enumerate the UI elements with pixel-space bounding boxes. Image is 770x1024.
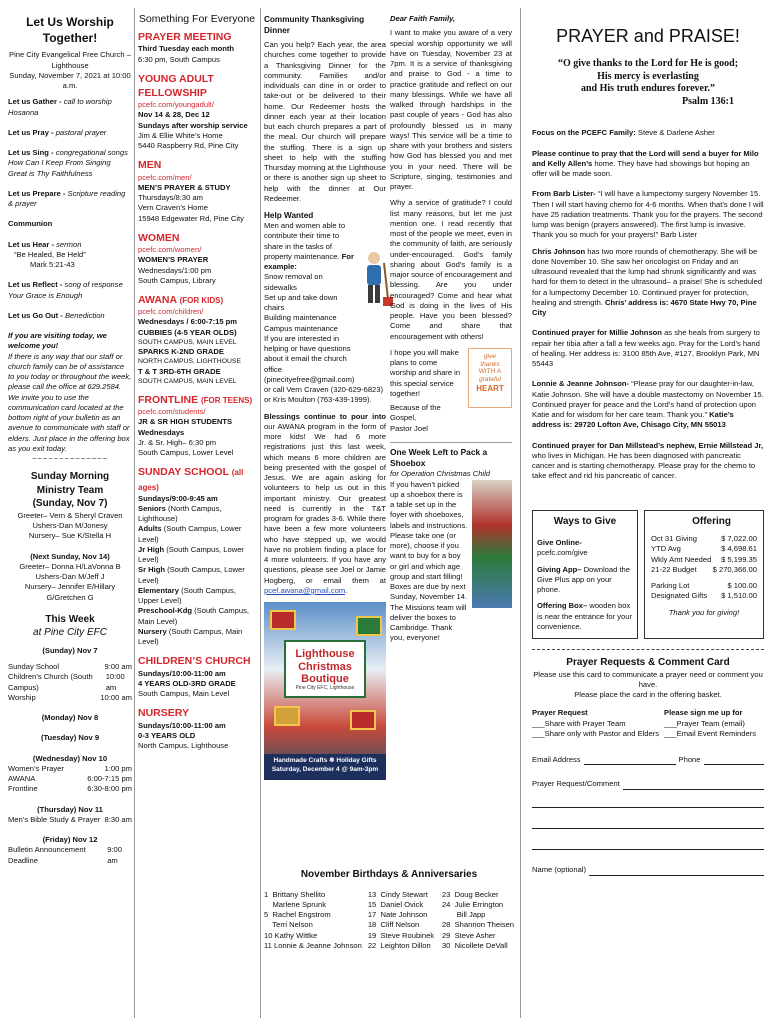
day-sunday: (Sunday) Nov 7	[42, 645, 98, 655]
sunday-school-class: Jr High (South Campus, Lower Level)	[138, 544, 244, 565]
men-heading: MEN	[138, 159, 162, 172]
birthday-entry: 11 Lonnie & Jeanne Johnson	[264, 940, 362, 950]
help-wanted-phone-kris: or Kris Moulton (763-439-1999).	[264, 395, 372, 405]
women-link[interactable]: pcefc.com/women/	[138, 245, 202, 255]
nursery-ages: 0-3 YEARS OLD	[138, 730, 196, 740]
signup-options: Please sign me up for ___Prayer Team (email) ___Email Event Reminders	[664, 708, 764, 739]
birthdays-col-2	[368, 890, 436, 952]
comment-card-instructions-1: Please use this card to communicate a prayer need or comment you have.	[533, 669, 763, 689]
ways-to-give-box	[532, 510, 638, 640]
birthday-entry: 5 Rachel Engstrom	[264, 910, 331, 919]
prayer-lister: From Barb Lister- “I will have a lumpectomy surgery November 15. Then I will start having chemo for 4-6 months. When that’s done I will have 25 radiation treatments. Thank you for the prayers. The second lump was benign (prayers answered). The first lump is invasive. Thank you so much for your prayers!” Barb Lister	[532, 189, 764, 240]
frontline-link[interactable]: pcefc.com/students/	[138, 407, 206, 417]
awana-sparks: SPARKS K-2ND GRADE	[138, 347, 224, 357]
women-group: WOMEN’S PRAYER	[138, 255, 209, 265]
divider: ~~~~~~~~~~~~~~	[31, 454, 109, 464]
schedule-row	[8, 672, 132, 693]
women-heading: WOMEN	[138, 231, 180, 244]
grateful-heart-graphic: give thanks WITH A grateful HEART	[468, 348, 512, 408]
go-out-item: Let us Go Out - Benediction	[8, 310, 105, 320]
ministry-team-title-2: Ministry Team	[36, 484, 104, 496]
checkbox-share-pastor-elders[interactable]: ___Share only with Pastor and Elders	[532, 728, 660, 738]
birthday-entry: Marlene Sprunk	[264, 899, 327, 909]
comment-card-instructions-2: Please place the card in the offering basket.	[574, 690, 722, 700]
schedule-row	[8, 774, 132, 784]
offering-thanks: Thank you for giving!	[668, 607, 740, 617]
thanksgiving-dinner-text: Can you help? Each year, the area churches come together to provide a Thanksgiving Dinner for the community. Families and/or individuals can dine in or order to take-out or be delivered to their home. Our Redeemer hosts the dinner each year at their location but each church prepares a part of the meal. Our church will prepare the stuffing. There is a sign up sheet to help with the stuffing Thursday morning at the Lighthouse or there is another sign up sheet to help with the dinner at Our Redeemer.	[264, 40, 386, 203]
prayer-column	[532, 14, 764, 876]
next-sunday-date: (Next Sunday, Nov 14)	[30, 551, 110, 561]
give-online: Give Online- pcefc.com/give	[537, 538, 588, 558]
awana-heading: AWANA (FOR KIDS)	[138, 294, 224, 307]
help-wanted-body: Men and women able to contribute their time to share in the tasks of property maintenance. For example: Snow removal on sidewalks Set up and take down chairs Building maintenance Campus maintenance If you are interested in helping or have questions about it email the church office (pinecityefree@gmail.com)	[264, 221, 355, 384]
day-tuesday: (Tuesday) Nov 9	[40, 733, 100, 743]
giving-app: Giving App– Download the Give Plus app on your phone.	[537, 564, 631, 595]
awana-link[interactable]: pcefc.com/children/	[138, 307, 204, 317]
nursery-when: Sundays/10:00-11:00 am	[138, 720, 226, 730]
men-when: Thursdays/8:30 am	[138, 193, 203, 203]
birthday-entry: 15 Daniel Ovick	[367, 899, 424, 909]
next-nursery: Nursery– Jennifer E/Hillary G/Gretchen G	[24, 582, 116, 602]
schedule-row-label: Worship	[8, 692, 36, 702]
women-where: South Campus, Library	[138, 275, 216, 285]
prayer-meeting-heading: PRAYER MEETING	[138, 31, 232, 44]
men-group: MEN’S PRAYER & STUDY	[138, 182, 231, 192]
shoebox-photo	[472, 480, 512, 608]
column-divider	[134, 8, 135, 1018]
friday-schedule	[8, 845, 132, 866]
offering-rows-designated	[651, 581, 757, 602]
checkbox-event-reminders[interactable]: ___Email Event Reminders	[664, 728, 757, 738]
birthdays-heading: November Birthdays & Anniversaries	[300, 869, 478, 880]
schedule-row-value: 6:00-7:15 pm	[87, 774, 132, 784]
awana-cubbies: CUBBIES (4-5 YEAR OLDS)	[138, 327, 237, 337]
service-date: Sunday, November 7, 2021 at 10:00 a.m.	[9, 70, 131, 91]
ministry-ushers: Ushers-Dan M/Jonesy	[32, 521, 108, 531]
frontline-time: Jr. & Sr. High– 6:30 pm	[138, 437, 217, 447]
offering-row	[651, 581, 757, 591]
christmas-boutique-poster	[264, 602, 386, 780]
comment-field-line-4[interactable]	[532, 832, 764, 850]
prayer-millie-johnson: Continued prayer for Millie Johnson as she heals from surgery to repair her tibia after a fall a few weeks ago. Pray for the Lord’s hand of healing. Her address is: 3100 85th Ave, #127, Brooklyn Park, MN 55443	[532, 328, 760, 369]
birthday-entry: 10 Kathy Wittke	[264, 930, 318, 940]
awana-when: Wednesdays / 6:00-7:15 pm	[138, 317, 238, 327]
song-1: How Can I Keep From Singing	[8, 158, 111, 168]
ministry-greeter: Greeter– Vern & Sheryl Craven	[17, 510, 123, 520]
schedule-row-value: 10:00 am	[105, 672, 125, 692]
communion-item: Communion	[8, 219, 53, 229]
shoebox-section	[390, 442, 512, 644]
men-host: Vern Craven’s Home	[138, 203, 208, 213]
schedule-row-label: Bulletin Announcement Deadline	[8, 845, 86, 865]
ways-to-give-heading: Ways to Give	[553, 515, 617, 527]
childrens-church-where: South Campus, Main Level	[138, 689, 230, 699]
birthday-entry: 30 Nicollete DeVall	[441, 940, 508, 950]
awana-tt-where: SOUTH CAMPUS, MAIN LEVEL	[138, 377, 237, 385]
birthday-entry: 24 Julie Errington	[441, 899, 504, 909]
offering-row-label: Oct 31 Giving	[651, 534, 698, 544]
schedule-row-label: AWANA	[8, 774, 36, 784]
offering-row-label: Designated Gifts	[651, 591, 708, 601]
prepare-item: Let us Prepare - Scripture reading & prayer	[8, 188, 126, 209]
prayer-chris-johnson: Chris Johnson has two more rounds of chemotherapy. She will be done November 10. She saw her oncologist on Friday and an ultrasound revealed that the lump had shrunk significantly and was hard for them to detect in the ultrasound– a praise! She is scheduled for a lumpectomy December 10. Continued prayer for protection, healing and strength. Chris’ address is: 4670 State Hwy 70, Pine City	[532, 246, 763, 318]
awana-tt: T & T 3RD-6TH GRADE	[138, 366, 221, 376]
childrens-church-when: Sundays/10:00-11:00 am	[138, 668, 226, 678]
song-2: Great is Thy Faithfulness	[8, 168, 93, 178]
offering-row	[651, 534, 757, 544]
email-field[interactable]	[584, 755, 676, 765]
wednesday-schedule	[8, 764, 132, 795]
ministry-team-title: Sunday Morning	[30, 471, 110, 483]
offering-row-value: $ 4,698.61	[721, 544, 757, 554]
birthday-entry: Bill Japp	[441, 910, 486, 919]
birthday-entry: 18 Cliff Nelson	[367, 920, 420, 930]
offering-row-value: $ 5,199.35	[721, 554, 757, 564]
frontline-where: South Campus, Lower Level	[138, 448, 234, 458]
shoebox-heading: One Week Left to Pack a Shoebox	[390, 446, 488, 469]
ministry-nursery: Nursery– Sue K/Stella H	[28, 531, 112, 541]
this-week-title: This Week	[45, 613, 95, 625]
present-icon	[350, 710, 376, 730]
offering-box: Offering Box– wooden box is near the entrance for your convenience.	[537, 601, 632, 631]
schedule-row-value: 9:00 am	[107, 845, 122, 865]
visitor-welcome: If you are visiting today, we welcome you!	[8, 331, 107, 351]
birthday-entry: 19 Steve Roubinek	[367, 930, 435, 940]
sunday-school-class: Seniors (North Campus, Lighthouse)	[138, 503, 222, 524]
present-icon	[274, 706, 300, 726]
ministry-team-date: (Sunday, Nov 7)	[32, 498, 108, 510]
comment-field-line-2[interactable]	[532, 790, 764, 808]
column-divider	[260, 8, 261, 1018]
awana-sparks-where: NORTH CAMPUS, LIGHTHOUSE	[138, 358, 241, 366]
young-adult-dates: Nov 14 & 28, Dec 12	[138, 110, 210, 120]
offering-row-label: Wkly Amt Needed	[651, 554, 712, 564]
checkbox-prayer-team-email[interactable]: ___Prayer Team (email)	[664, 718, 745, 728]
ministries-column	[138, 14, 256, 751]
gather-item: Let us Gather - call to worship	[8, 97, 112, 107]
day-thursday: (Thursday) Nov 11	[37, 804, 103, 814]
sunday-school-class: Preschool-Kdg (South Campus, Main Level)	[138, 606, 249, 626]
phone-field[interactable]	[704, 755, 764, 765]
offering-row	[651, 544, 757, 554]
present-icon	[356, 616, 382, 636]
schedule-row-value: 1:00 pm	[104, 763, 132, 773]
schedule-row	[8, 845, 132, 866]
schedule-row-value: 10:00 am	[100, 692, 132, 702]
letter-paragraph-1: I want to make you aware of a very special worship opportunity we will have on Tuesday, November 23 at 7pm. It is a service of thanksgiving and praise to God - a time to practice gratitude and reflect on our many blessings. While we have all walked through hardships in the past couple of years - God has also profoundly blessed us in many ways! This service will be a time to share with your brothers and sisters how God has blessed you and met you in your need. There will be Scripture, singing, testimonies and prayer.	[390, 28, 512, 191]
sunday-school-class: Nursery (South Campus, Main Level)	[138, 626, 243, 647]
sermon-ref: Mark 5:21-43	[30, 260, 75, 270]
birthday-entry: 28 Shannon Theisen	[441, 920, 514, 930]
men-address: 15948 Edgewater Rd, Pine City	[138, 213, 244, 223]
offering-rows	[651, 534, 757, 575]
men-link[interactable]: pcefc.com/men/	[138, 172, 192, 182]
prayer-request-options: Prayer Request ___Share with Prayer Team ___Share only with Pastor and Elders	[532, 708, 660, 738]
present-icon	[270, 610, 296, 630]
sermon-title: “Be Healed, Be Held”	[14, 249, 86, 259]
shoebox-text: If you haven’t picked up a shoebox there is a table set up in the foyer with shoeboxes, labels and instructions. Please take one (or more), choose if you want to buy for a boy or girl and which age group and start filling! Boxes are due by next Sunday, November 14. The Missions team will deliver the boxes to Cambridge. Thank you, everyone!	[390, 479, 468, 643]
verse-line-3: and His truth endures forever.”	[581, 83, 715, 95]
hear-item: Let us Hear - sermon	[8, 239, 82, 249]
schedule-row-label: Frontline	[8, 784, 38, 794]
next-greeter: Greeter– Donna H/LaVonna B	[19, 561, 121, 571]
schedule-row-label: Sunday School	[8, 662, 60, 672]
name-field[interactable]	[589, 865, 764, 875]
young-adult-host: Jim & Ellie White’s Home	[138, 130, 223, 140]
sunday-school-class: Adults (South Campus, Lower Level)	[138, 524, 242, 544]
birthday-entry: 22 Leighton Dillon	[367, 940, 431, 950]
sunday-schedule	[8, 662, 132, 703]
childrens-church-heading: CHILDREN’S CHURCH	[138, 655, 251, 668]
sunday-school-class: Sr High (South Campus, Lower Level)	[138, 565, 245, 585]
email-label: Email Address	[532, 755, 581, 765]
letter-salutation: Dear Faith Family,	[390, 14, 456, 23]
comment-line	[532, 779, 764, 789]
awana-blessings-text: Blessings continue to pour into our AWANA program in the form of more kids! We had 6 more registrations just this last week, which means 6 more children are being presented with the gospel of Jesus. We are again asking for volunteers to help us out in this important ministry. Our greatest need is currently in the T&T program for grades 3-6. While there have been a few more volunteers who have stepped up, we would have no problem finding a place for 4 more volunteers. If you have any questions, please see Joel or Jamie Hogberg, or email them at pcef.awana@gmail.com.	[264, 411, 386, 595]
sunday-school-class: Elementary (South Campus, Upper Level)	[138, 585, 236, 606]
schedule-row-value: 9:00 am	[104, 662, 132, 672]
sunday-school-heading: SUNDAY SCHOOL (all ages)	[138, 466, 244, 492]
offering-heading: Offering	[692, 515, 731, 527]
verse-reference: Psalm 136:1	[682, 95, 734, 107]
offering-row	[651, 591, 757, 601]
thursday-schedule	[8, 815, 132, 825]
day-monday: (Monday) Nov 8	[41, 713, 99, 723]
name-label: Name (optional)	[532, 865, 587, 875]
offering-box-table	[644, 510, 764, 640]
worship-title: Let Us Worship Together!	[26, 15, 114, 46]
frontline-group: JR & SR HIGH STUDENTS	[138, 417, 233, 427]
shoebox-subheading: for Operation Christmas Child	[390, 469, 491, 479]
reflect-song: Your Grace is Enough	[8, 290, 83, 300]
day-friday: (Friday) Nov 12	[42, 835, 98, 845]
birthday-entry: Terri Nelson	[264, 920, 313, 930]
visitor-text: If there is any way that our staff or church family can be of assistance to you today or throughout the week, please call the office at 629.2584. We invite you to use the communication card located at the bottom right of your bulletin as an avenue to communicate with staff or elders. Just place in the offering box as you exit today.	[8, 351, 132, 453]
schedule-row-value: 6:30-8:00 pm	[87, 784, 132, 794]
prayer-praise-title: PRAYER and PRAISE!	[556, 26, 740, 46]
schedule-row	[8, 693, 132, 703]
comment-field[interactable]	[623, 779, 764, 789]
birthdays-section	[264, 868, 514, 951]
comment-card-heading: Prayer Requests & Comment Card	[566, 657, 730, 669]
offering-row-value: $ 270,366.00	[712, 564, 757, 574]
family-focus: Focus on the PCEFC Family: Steve & Darlene Asher	[532, 128, 715, 138]
giving-section	[532, 510, 764, 640]
schedule-row-label: Women’s Prayer	[8, 763, 64, 773]
schedule-row-value: 8:30 am	[104, 814, 132, 824]
sunday-school-classes	[138, 504, 256, 648]
schedule-row-label: Children’s Church (South Campus)	[8, 672, 93, 692]
offering-row-value: $ 1,510.00	[721, 591, 757, 601]
birthdays-col-3	[442, 890, 514, 952]
young-adult-link[interactable]: pcefc.com/youngadult/	[138, 100, 214, 110]
letter-closing: I hope you will make plans to come worship and share in this special service together! Because of the Gospel, Pastor Joel	[390, 347, 461, 433]
column-divider	[520, 8, 521, 1018]
schedule-row-label: Men’s Bible Study & Prayer	[8, 814, 101, 824]
this-week-subtitle: at Pine City EFC	[33, 627, 107, 639]
birthday-entry: 17 Nate Johnson	[367, 910, 428, 919]
phone-label: Phone	[678, 755, 701, 765]
poster-title: Lighthouse Christmas Boutique Pine City EFC, Lighthouse	[284, 640, 366, 698]
song-hosanna: Hosanna	[8, 107, 39, 117]
ministries-header: Something For Everyone	[138, 13, 256, 25]
thanksgiving-dinner-heading: Community Thanksgiving Dinner	[264, 15, 365, 36]
offering-row-label: Parking Lot	[651, 581, 690, 591]
schedule-row	[8, 784, 132, 794]
comment-label: Prayer Request/Comment	[532, 779, 620, 789]
young-adult-address: 5440 Raspberry Rd, Pine City	[138, 141, 239, 151]
pray-item: Let us Pray - pastoral prayer	[8, 127, 107, 137]
schedule-row	[8, 764, 132, 774]
prayer-meeting-where: 6:30 pm, South Campus	[138, 54, 220, 64]
frontline-heading: FRONTLINE (FOR TEENS)	[138, 393, 253, 406]
poster-band: Handmade Crafts ❄ Holiday Gifts Saturday, December 4 @ 9am-3pm	[264, 754, 386, 780]
announcements-column-b	[390, 14, 512, 644]
verse-line-1: “O give thanks to the Lord for He is good;	[557, 58, 739, 70]
sing-item: Let us Sing - congregational songs	[8, 148, 128, 158]
contact-line	[532, 755, 764, 765]
offering-row-label: 21-22 Budget	[651, 564, 697, 574]
checkbox-share-prayer-team[interactable]: ___Share with Prayer Team	[532, 718, 626, 728]
prayer-millstead: Continued prayer for Dan Millstead’s nephew, Ernie Millstead Jr, who lives in Michigan. He has been diagnosed with pancreatic cancer and is starting chemotherapy. Please pray for the chemo to take effect and rid his pancreatic of cancer.	[532, 440, 764, 481]
nursery-heading: NURSERY	[138, 707, 189, 720]
verse-line-2: His mercy is everlasting	[597, 70, 699, 82]
childrens-church-ages: 4 YEARS OLD-3RD GRADE	[138, 678, 236, 688]
birthday-entry: 23 Doug Becker	[441, 889, 499, 899]
birthday-entry: 1 Brittany Shellito	[264, 889, 326, 899]
order-of-worship-column	[8, 14, 132, 866]
reflect-item: Let us Reflect - song of response	[8, 280, 123, 290]
young-adult-when: Sundays after worship service	[138, 120, 248, 130]
comment-card	[532, 649, 764, 876]
announcements-column-a	[264, 14, 386, 780]
offering-row-label: YTD Avg	[651, 544, 681, 554]
offering-row	[651, 555, 757, 565]
offering-row-value: $ 7,022.00	[721, 534, 757, 544]
day-wednesday: (Wednesday) Nov 10	[32, 753, 108, 763]
nursery-where: North Campus, Lighthouse	[138, 741, 229, 751]
name-line	[532, 865, 764, 875]
next-ushers: Ushers-Dan M/Jeff J	[35, 572, 105, 582]
birthday-entry: 13 Cindy Stewart	[367, 889, 428, 899]
prayer-meeting-when: Third Tuesday each month	[138, 44, 235, 54]
prayer-allen: Please continue to pray that the Lord will send a buyer for Milo and Kelly Allen’s home. They have had showings but hoping an offer will be made soon.	[532, 148, 759, 179]
help-wanted-phone-vern: or call Vern Craven (320-629-6823)	[264, 385, 384, 395]
church-name: Pine City Evangelical Free Church – Lighthouse	[9, 50, 131, 70]
awana-cubbies-where: SOUTH CAMPUS, MAIN LEVEL	[138, 338, 237, 346]
women-when: Wednesdays/1:00 pm	[138, 265, 212, 275]
birthday-entry: 29 Steve Asher	[441, 930, 496, 940]
awana-email-link[interactable]: pcef.awana@gmail.com	[264, 585, 346, 595]
shovel-figure-icon	[354, 249, 394, 289]
prayer-katie-johnson: Lonnie & Jeanne Johnson- “Please pray for our daughter-in-law, Katie Johnson. She will have a double mastectomy on November 15. Continued prayer for peace and the Lord’s hand of protection upon Katie and for wisdom for her care team. Thank you.” Katie’s address is: 29720 Lofton Ave, Chisago City, MN 55013	[532, 379, 764, 430]
frontline-day: Wednesdays	[138, 427, 185, 437]
comment-field-line-3[interactable]	[532, 811, 764, 829]
sunday-school-when: Sundays/9:00-9:45 am	[138, 493, 218, 503]
birthdays-col-1	[264, 890, 362, 952]
schedule-row	[8, 815, 132, 825]
schedule-row	[8, 662, 132, 672]
offering-row-value: $ 100.00	[727, 581, 757, 591]
letter-paragraph-2: Why a service of gratitude? I could list many reasons, but let me just mention one. I read recently that most of the people we meet, even in the community of faith, are seriously under-encouraged. God’s family sharing about God’s family is a major source of encouragement and blessing. Are you under encouraged? Come and hear what God is doing in the lives of His people. Have you been blessed? Come and share that encouragement with others!	[390, 198, 512, 341]
help-wanted-heading: Help Wanted	[264, 211, 314, 221]
young-adult-heading: YOUNG ADULT FELLOWSHIP	[138, 72, 214, 100]
offering-row	[651, 565, 757, 575]
